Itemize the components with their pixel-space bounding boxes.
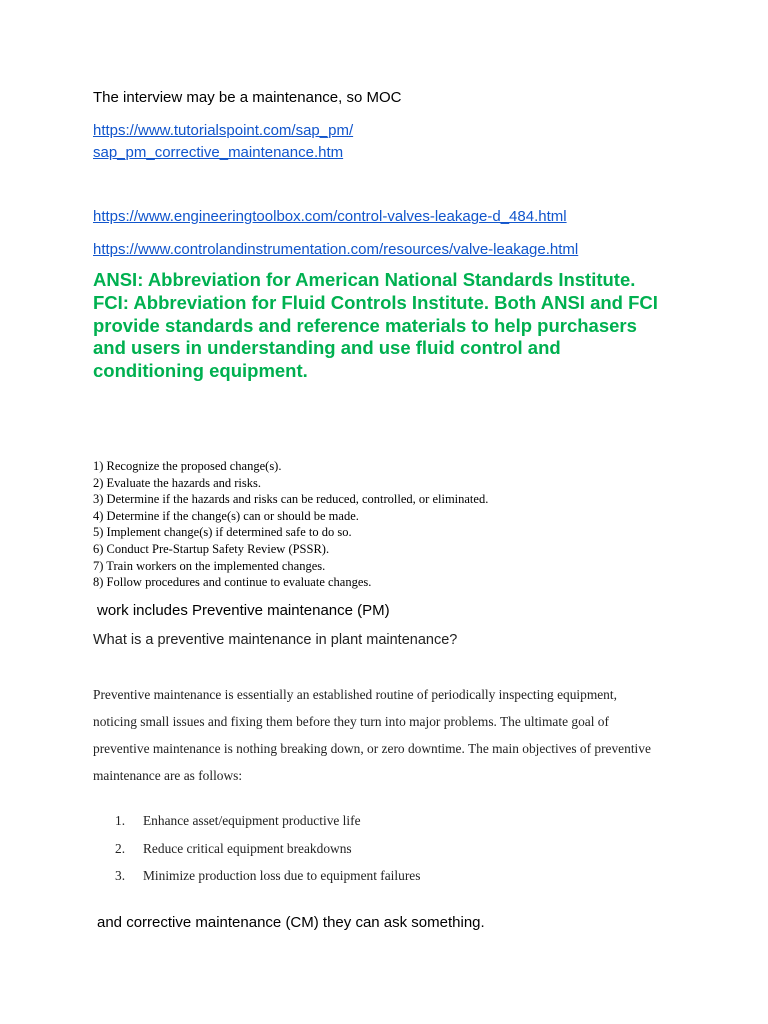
list-item-number: 1. <box>115 813 126 828</box>
moc-step: 4) Determine if the change(s) can or should be made. <box>93 508 359 523</box>
pm-paragraph: Preventive maintenance is essentially an established routine of periodically inspecting equipment, noticing small issues and fixing them before they turn into major problems. The ultimate goal of preventive maintenance is nothing breaking down, or zero downtime. The main objectives of preventive maintenance are as follows: <box>93 687 651 783</box>
list-item-text: Reduce critical equipment breakdowns <box>143 840 352 856</box>
tutorialspoint-link-line1[interactable]: https://www.tutorialspoint.com/sap_pm/ <box>93 122 354 139</box>
list-item <box>93 835 420 863</box>
list-item-number: 2. <box>115 840 126 856</box>
pm-objectives-list <box>93 807 420 890</box>
cm-line: and corrective maintenance (CM) they can ask something. <box>97 914 485 931</box>
list-item-text: Enhance asset/equipment productive life <box>143 813 361 828</box>
moc-step: 8) Follow procedures and continue to evaluate changes. <box>93 575 372 590</box>
ansi-fci-note: ANSI: Abbreviation for American National Standards Institute. FCI: Abbreviation for Fluid Controls Institute. Both ANSI and FCI provide standards and reference materials to help purchasers and users in understanding and use fluid control and conditioning equipment. <box>93 269 658 382</box>
moc-step: 3) Determine if the hazards and risks can be reduced, controlled, or eliminated. <box>93 492 489 507</box>
pm-question-heading: What is a preventive maintenance in plant maintenance? <box>93 632 458 648</box>
pm-line: work includes Preventive maintenance (PM) <box>97 602 390 619</box>
list-item-number: 3. <box>115 868 126 883</box>
moc-step: 2) Evaluate the hazards and risks. <box>93 475 261 490</box>
list-item <box>93 807 420 835</box>
intro-text: The interview may be a maintenance, so MOC <box>93 89 402 106</box>
control-instrumentation-link[interactable]: https://www.controlandinstrumentation.com/resources/valve-leakage.html <box>93 241 579 258</box>
list-item-text: Minimize production loss due to equipment failures <box>143 868 421 883</box>
list-item <box>93 862 420 890</box>
engineering-toolbox-link[interactable]: https://www.engineeringtoolbox.com/control-valves-leakage-d_484.html <box>93 208 567 225</box>
moc-step: 7) Train workers on the implemented changes. <box>93 558 326 573</box>
moc-step: 1) Recognize the proposed change(s). <box>93 459 282 473</box>
tutorialspoint-link-line2[interactable]: sap_pm_corrective_maintenance.htm <box>93 144 344 161</box>
moc-step: 5) Implement change(s) if determined safe to do so. <box>93 525 352 540</box>
moc-steps-list <box>93 458 488 591</box>
moc-step: 6) Conduct Pre-Startup Safety Review (PSSR). <box>93 541 330 556</box>
